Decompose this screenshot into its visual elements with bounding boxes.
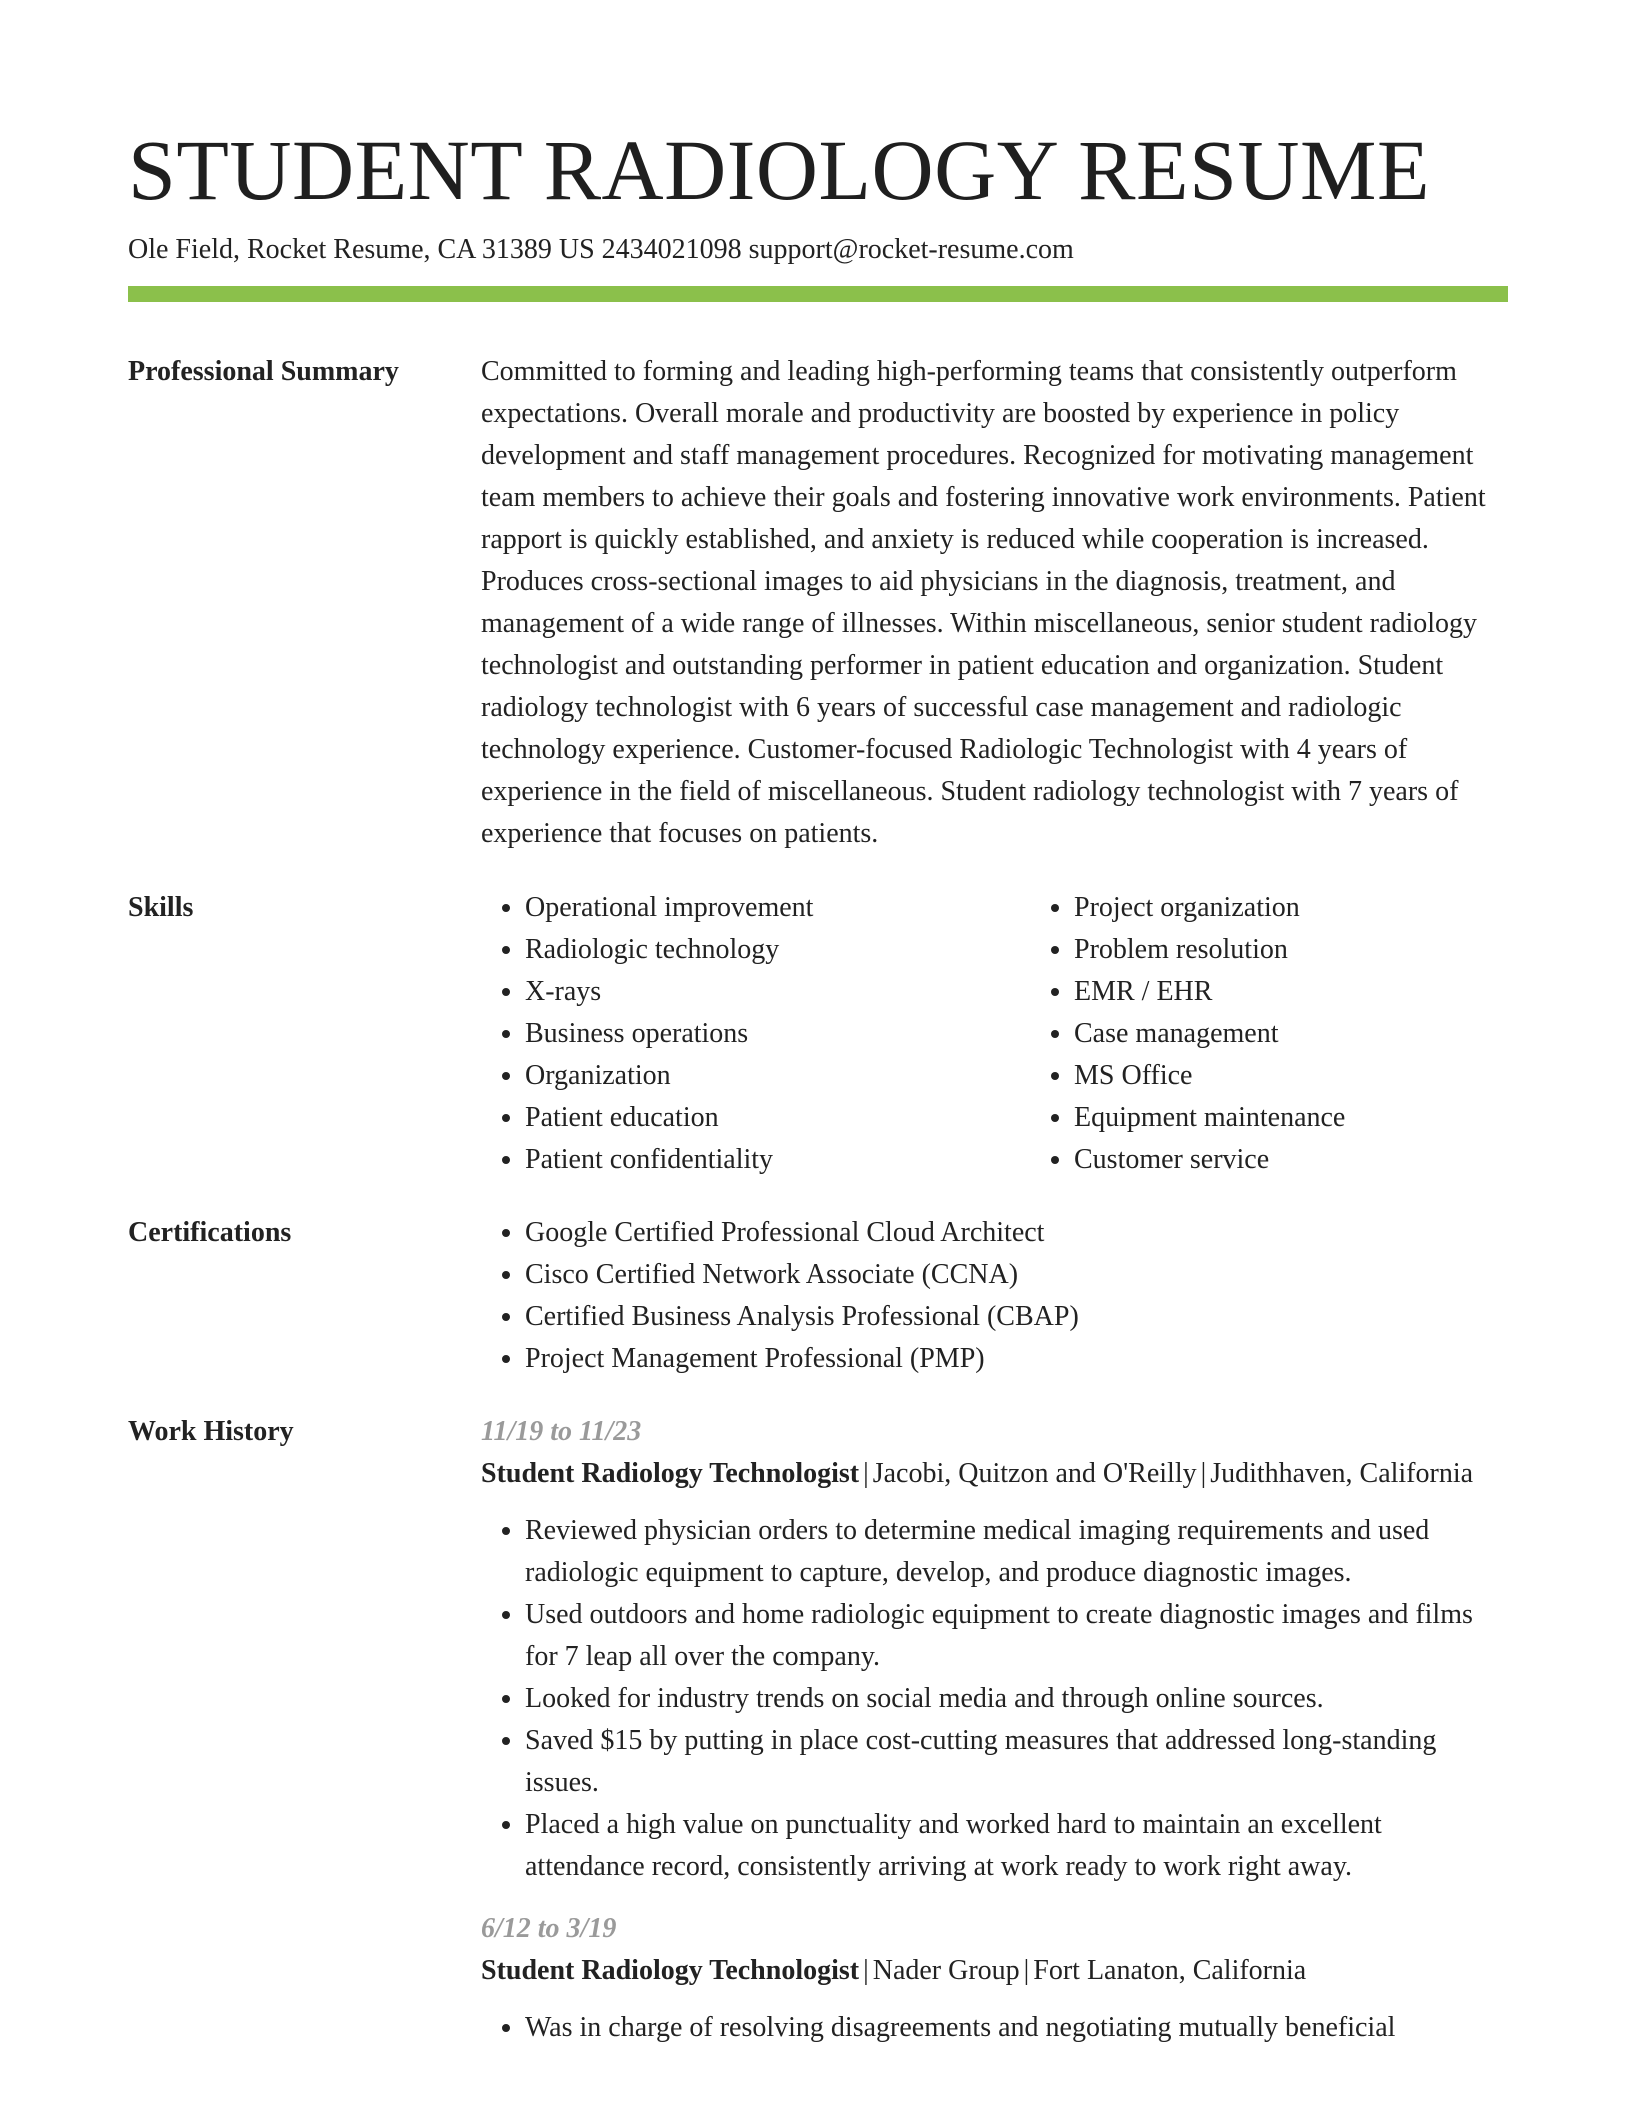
skill-item: • Radiologic technology <box>525 929 1030 971</box>
job-entry <box>481 1908 1508 2049</box>
job-heading <box>481 1453 1508 1495</box>
skill-item: • Case management <box>1074 1013 1579 1055</box>
certifications-list <box>481 1212 1508 1380</box>
separator: | <box>863 1458 869 1489</box>
skill-item: • Business operations <box>525 1013 1030 1055</box>
job-duty: • Used outdoors and home radiologic equipment to create diagnostic images and films for 7 leap all over the company. <box>525 1594 1508 1678</box>
skill-item: • Patient confidentiality <box>525 1139 1030 1181</box>
section-label-certifications: Certifications <box>128 1217 292 1248</box>
job-entry <box>481 1411 1508 1888</box>
skill-item: • X-rays <box>525 971 1030 1013</box>
summary-body <box>481 351 1508 855</box>
skills-list-left <box>481 887 1030 1181</box>
separator: | <box>1200 1458 1207 1489</box>
job-title: Student Radiology Technologist <box>481 1458 860 1489</box>
job-location: Judithhaven, California <box>1210 1458 1474 1489</box>
skill-item: • Problem resolution <box>1074 929 1579 971</box>
contact-phone: 2434021098 <box>601 234 742 265</box>
certification-item: • Cisco Certified Network Associate (CCNA) <box>525 1254 1508 1296</box>
skills-columns <box>481 887 1579 1181</box>
job-duty: • Saved $15 by putting in place cost-cutting measures that addressed long-standing issues. <box>525 1720 1508 1804</box>
job-duties-list <box>481 1510 1508 1888</box>
header-accent-rule <box>128 286 1508 302</box>
skill-item: • Customer service <box>1074 1139 1579 1181</box>
skill-item: • Equipment maintenance <box>1074 1097 1579 1139</box>
job-company: Nader Group <box>872 1955 1020 1986</box>
separator: | <box>1023 1955 1030 1986</box>
certifications-section <box>128 1212 1508 1380</box>
skill-item: • Organization <box>525 1055 1030 1097</box>
job-dates: 6/12 to 3/19 <box>481 1913 617 1944</box>
skill-item: • EMR / EHR <box>1074 971 1579 1013</box>
professional-summary-section <box>128 351 1508 855</box>
skills-list-right <box>1030 887 1579 1181</box>
contact-line <box>128 232 1074 268</box>
work-history-section <box>128 1411 1508 2049</box>
job-duties-list <box>481 2007 1508 2049</box>
section-label-skills: Skills <box>128 892 194 923</box>
summary-text: Committed to forming and leading high-performing teams that consistently outperform expectations. Overall morale and productivity are boosted by experience in policy development and staff management procedures. Recognized for motivating management team members to achieve their goals and fostering innovative work environments. Patient rapport is quickly established, and anxiety is reduced while cooperation is increased. Produces cross-sectional images to aid physicians in the diagnosis, treatment, and management of a wide range of illnesses. Within miscellaneous, senior student radiology technologist and outstanding performer in patient education and organization. Student radiology technologist with 6 years of successful case management and radiologic technology experience. Customer-focused Radiologic Technologist with 4 years of experience in the field of miscellaneous. Student radiology technologist with 7 years of experience that focuses on patients. <box>481 356 1486 849</box>
section-label-summary: Professional Summary <box>128 356 399 387</box>
job-title: Student Radiology Technologist <box>481 1955 860 1986</box>
contact-address: Ole Field, Rocket Resume, CA 31389 US <box>128 234 595 265</box>
skill-item: • Project organization <box>1074 887 1579 929</box>
job-company: Jacobi, Quitzon and O'Reilly <box>872 1458 1197 1489</box>
job-dates: 11/19 to 11/23 <box>481 1416 642 1447</box>
section-label-work-history: Work History <box>128 1416 294 1447</box>
certifications-body <box>481 1212 1508 1380</box>
certification-item: • Google Certified Professional Cloud Architect <box>525 1212 1508 1254</box>
job-duty: • Looked for industry trends on social media and through online sources. <box>525 1678 1508 1720</box>
skill-item: • Patient education <box>525 1097 1030 1139</box>
skill-item: • MS Office <box>1074 1055 1579 1097</box>
job-duty: • Was in charge of resolving disagreements and negotiating mutually beneficial <box>525 2007 1508 2049</box>
work-history-body <box>481 1411 1508 2049</box>
certification-item: • Project Management Professional (PMP) <box>525 1338 1508 1380</box>
resume-sections <box>128 351 1508 2049</box>
resume-title: STUDENT RADIOLOGY RESUME <box>128 122 1430 218</box>
separator: | <box>863 1955 869 1986</box>
job-location: Fort Lanaton, California <box>1033 1955 1307 1986</box>
skills-section <box>128 887 1508 1181</box>
skill-item: • Operational improvement <box>525 887 1030 929</box>
contact-email: support@rocket-resume.com <box>748 234 1074 265</box>
certification-item: • Certified Business Analysis Professional (CBAP) <box>525 1296 1508 1338</box>
job-duty: • Reviewed physician orders to determine medical imaging requirements and used radiologic equipment to capture, develop, and produce diagnostic images. <box>525 1510 1508 1594</box>
job-heading <box>481 1950 1508 1992</box>
job-duty: • Placed a high value on punctuality and worked hard to maintain an excellent attendance record, consistently arriving at work ready to work right away. <box>525 1804 1508 1888</box>
